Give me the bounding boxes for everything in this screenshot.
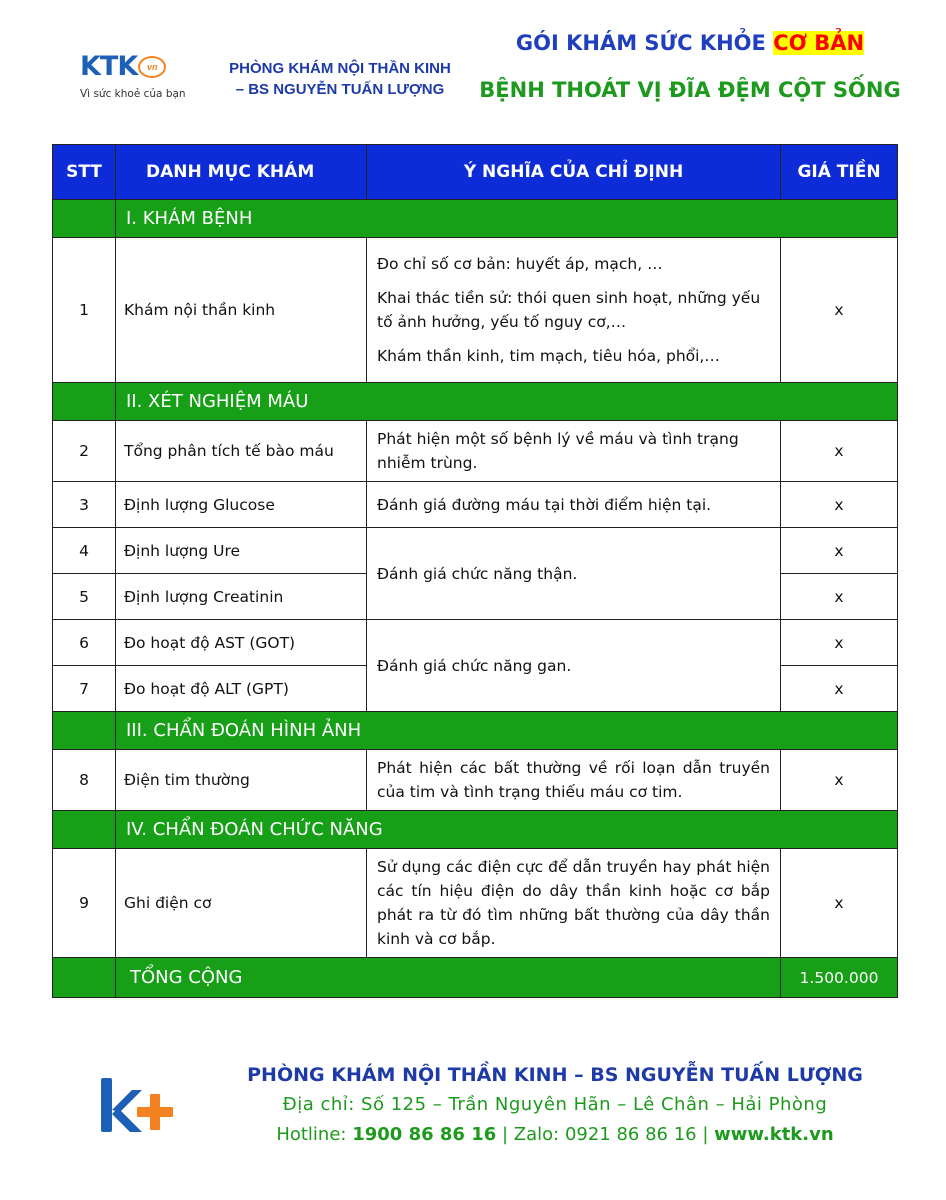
- row-stt: 7: [53, 666, 116, 712]
- package-title-block: [470, 26, 910, 107]
- row-stt: 5: [53, 574, 116, 620]
- row-exam-item: Ghi điện cơ: [116, 849, 367, 958]
- total-label: TỔNG CỘNG: [116, 958, 781, 998]
- website-link[interactable]: www.ktk.vn: [714, 1124, 834, 1145]
- header-meaning: Ý NGHĨA CỦA CHỈ ĐỊNH: [367, 145, 781, 200]
- row-stt: 3: [53, 482, 116, 528]
- hotline-label: Hotline:: [276, 1124, 353, 1145]
- table-row: [53, 849, 898, 958]
- row-stt: 1: [53, 238, 116, 383]
- row-price: x: [781, 482, 898, 528]
- table-row: [53, 421, 898, 482]
- row-price: x: [781, 620, 898, 666]
- table-row: [53, 620, 898, 666]
- row-price: x: [781, 666, 898, 712]
- ktk-logo-mark: [80, 52, 190, 82]
- row-meaning: Đánh giá chức năng thận.: [367, 528, 781, 620]
- row-stt: 4: [53, 528, 116, 574]
- row-price: x: [781, 421, 898, 482]
- row-meaning-line: Khám thần kinh, tim mạch, tiêu hóa, phổi,…: [377, 347, 720, 365]
- exam-package-table: [52, 144, 898, 998]
- row-exam-item: Khám nội thần kinh: [116, 238, 367, 383]
- row-price: x: [781, 574, 898, 620]
- ktk-logo: [80, 52, 190, 108]
- contact-separator: |: [696, 1124, 715, 1145]
- section-title: I. KHÁM BỆNH: [116, 200, 898, 238]
- header-price: GIÁ TIỀN: [781, 145, 898, 200]
- footer-contact: [240, 1120, 870, 1150]
- clinic-heading-line2: – BS NGUYỄN TUẤN LƯỢNG: [235, 81, 445, 98]
- footer-clinic-name: PHÒNG KHÁM NỘI THẦN KINH – BS NGUYỄN TUẤN LƯỢNG: [247, 1064, 863, 1086]
- row-meaning: Đánh giá chức năng gan.: [367, 620, 781, 712]
- table-row: [53, 482, 898, 528]
- total-value: 1.500.000: [781, 958, 898, 998]
- row-meaning: Phát hiện một số bệnh lý về máu và tình trạng nhiễm trùng.: [367, 421, 781, 482]
- section-row: [53, 383, 898, 421]
- contact-separator: |: [496, 1124, 514, 1145]
- table-row: [53, 528, 898, 574]
- logo-vn-badge: vn: [138, 56, 166, 78]
- table-row: [53, 750, 898, 811]
- row-meaning-line: Đo chỉ số cơ bản: huyết áp, mạch, …: [377, 255, 663, 273]
- section-row: [53, 712, 898, 750]
- section-cell-blank: [53, 383, 116, 421]
- row-stt: 9: [53, 849, 116, 958]
- clinic-heading: [200, 58, 480, 100]
- header-stt: STT: [53, 145, 116, 200]
- row-stt: 6: [53, 620, 116, 666]
- hotline-number[interactable]: 1900 86 86 16: [352, 1124, 497, 1145]
- logo-text: KTK: [80, 51, 138, 82]
- row-stt: 2: [53, 421, 116, 482]
- row-meaning: Sử dụng các điện cực để dẫn truyền hay phát hiện các tín hiệu điện do dây thần kinh hoặc cơ bắp phát ra từ đó tìm những bất thường của dây thần kinh và cơ bắp.: [367, 849, 781, 958]
- row-price: x: [781, 238, 898, 383]
- table-row: [53, 238, 898, 383]
- row-exam-item: Định lượng Creatinin: [116, 574, 367, 620]
- logo-tagline: Vì sức khoẻ của bạn: [80, 88, 186, 100]
- row-exam-item: Đo hoạt độ AST (GOT): [116, 620, 367, 666]
- row-exam-item: Định lượng Ure: [116, 528, 367, 574]
- row-meaning: Phát hiện các bất thường về rối loạn dẫn truyền của tim và tình trạng thiếu máu cơ tim.: [367, 750, 781, 811]
- section-title: III. CHẨN ĐOÁN HÌNH ẢNH: [116, 712, 898, 750]
- section-cell-blank: [53, 811, 116, 849]
- row-meaning-line: Khai thác tiền sử: thói quen sinh hoạt, những yếu tố ảnh hưởng, yếu tố nguy cơ,…: [377, 289, 761, 331]
- package-title: [470, 26, 910, 60]
- section-row: [53, 811, 898, 849]
- section-title: II. XÉT NGHIỆM MÁU: [116, 383, 898, 421]
- row-exam-item: Đo hoạt độ ALT (GPT): [116, 666, 367, 712]
- section-cell-blank: [53, 200, 116, 238]
- section-row: [53, 200, 898, 238]
- row-exam-item: Tổng phân tích tế bào máu: [116, 421, 367, 482]
- row-stt: 8: [53, 750, 116, 811]
- total-row: [53, 958, 898, 998]
- row-exam-item: Định lượng Glucose: [116, 482, 367, 528]
- package-title-highlight: CƠ BẢN: [773, 31, 865, 55]
- zalo-number[interactable]: Zalo: 0921 86 86 16: [513, 1124, 697, 1145]
- k-plus-logo-graphic: [98, 1076, 178, 1136]
- row-price: x: [781, 750, 898, 811]
- row-price: x: [781, 849, 898, 958]
- row-price: x: [781, 528, 898, 574]
- section-cell-blank: [53, 712, 116, 750]
- section-title: IV. CHẨN ĐOÁN CHỨC NĂNG: [116, 811, 898, 849]
- row-exam-item: Điện tim thường: [116, 750, 367, 811]
- footer-info: [240, 1060, 870, 1150]
- k-plus-logo-icon: [98, 1076, 178, 1136]
- header-exam-item: DANH MỤC KHÁM: [116, 145, 367, 200]
- clinic-heading-line1: PHÒNG KHÁM NỘI THẦN KINH: [229, 60, 451, 77]
- package-title-prefix: GÓI KHÁM SỨC KHỎE: [515, 31, 774, 55]
- package-subtitle: BỆNH THOÁT VỊ ĐĨA ĐỆM CỘT SỐNG: [479, 78, 901, 102]
- footer-address: Địa chỉ: Số 125 – Trần Nguyên Hãn – Lê Chân – Hải Phòng: [282, 1094, 828, 1115]
- row-meaning: Đánh giá đường máu tại thời điểm hiện tại.: [367, 482, 781, 528]
- row-meaning: [367, 238, 781, 383]
- total-cell-blank: [53, 958, 116, 998]
- table-header-row: [53, 145, 898, 200]
